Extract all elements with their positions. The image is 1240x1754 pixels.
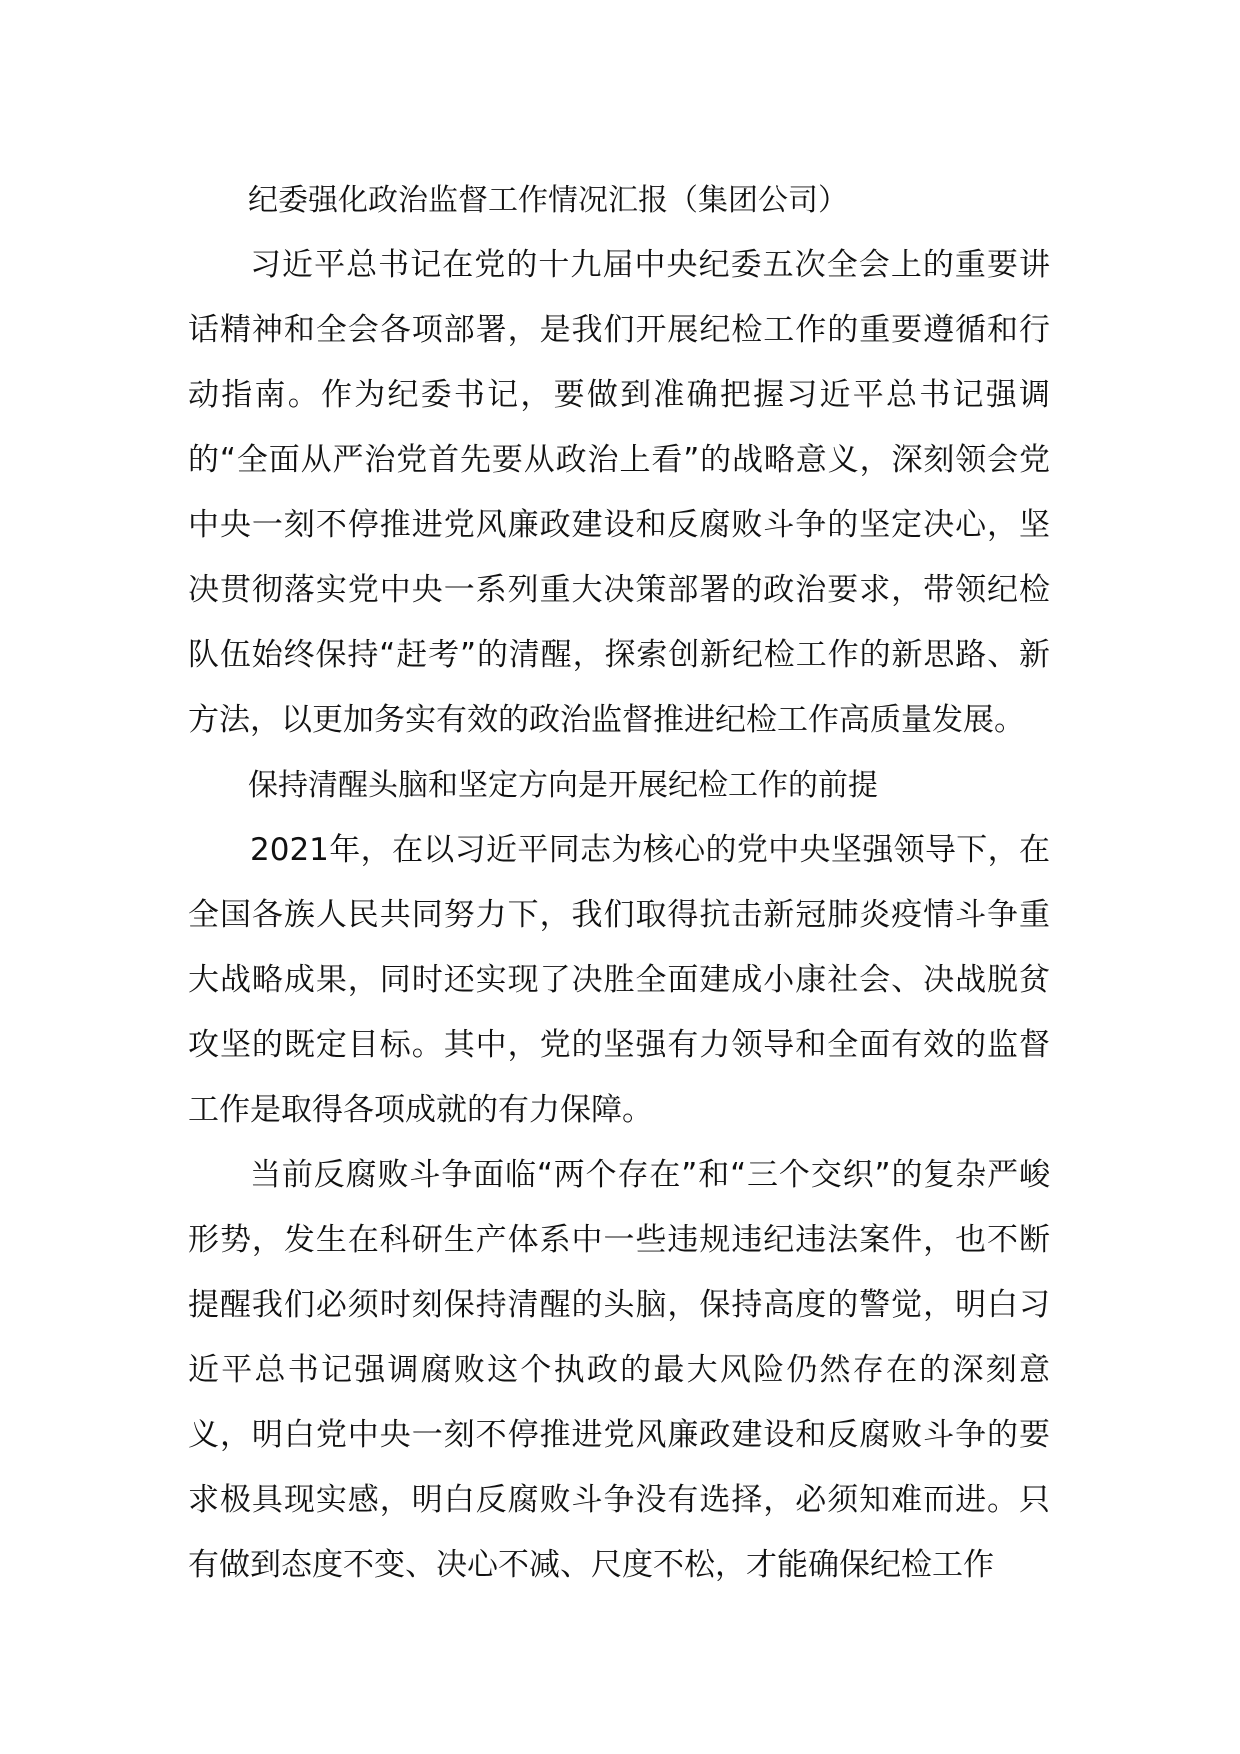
document-title: 纪委强化政治监督工作情况汇报（集团公司） <box>248 183 848 218</box>
paragraph-intro: 习近平总书记在党的十九届中央纪委五次全会上的重要讲话精神和全会各项部署，是我们开展纪检工作的重要遵循和行动指南。作为纪委书记，要做到准确把握习近平总书记强调的“全面从严治党首先要从政治上看”的战略意义，深刻领会党中央一刻不停推进党风廉政建设和反腐败斗争的坚定决心，坚决贯彻落实党中央一系列重大决策部署的政治要求，带领纪检队伍始终保持“赶考”的清醒，探索创新纪检工作的新思路、新方法，以更加务实有效的政治监督推进纪检工作高质量发展。 <box>188 247 1050 738</box>
document-body <box>188 168 1050 1598</box>
paragraph-situation: 当前反腐败斗争面临“两个存在”和“三个交织”的复杂严峻形势，发生在科研生产体系中一些违规违纪违法案件，也不断提醒我们必须时刻保持清醒的头脑，保持高度的警觉，明白习近平总书记强调腐败这个执政的最大风险仍然存在的深刻意义，明白党中央一刻不停推进党风廉政建设和反腐败斗争的要求极具现实感，明白反腐败斗争没有选择，必须知难而进。只有做到态度不变、决心不减、尺度不松，才能确保纪检工作 <box>188 1157 1050 1583</box>
section-heading: 保持清醒头脑和坚定方向是开展纪检工作的前提 <box>248 768 878 803</box>
paragraph-achievements: 2021年，在以习近平同志为核心的党中央坚强领导下，在全国各族人民共同努力下，我们取得抗击新冠肺炎疫情斗争重大战略成果，同时还实现了决胜全面建成小康社会、决战脱贫攻坚的既定目标。其中，党的坚强有力领导和全面有效的监督工作是取得各项成就的有力保障。 <box>188 832 1050 1128</box>
